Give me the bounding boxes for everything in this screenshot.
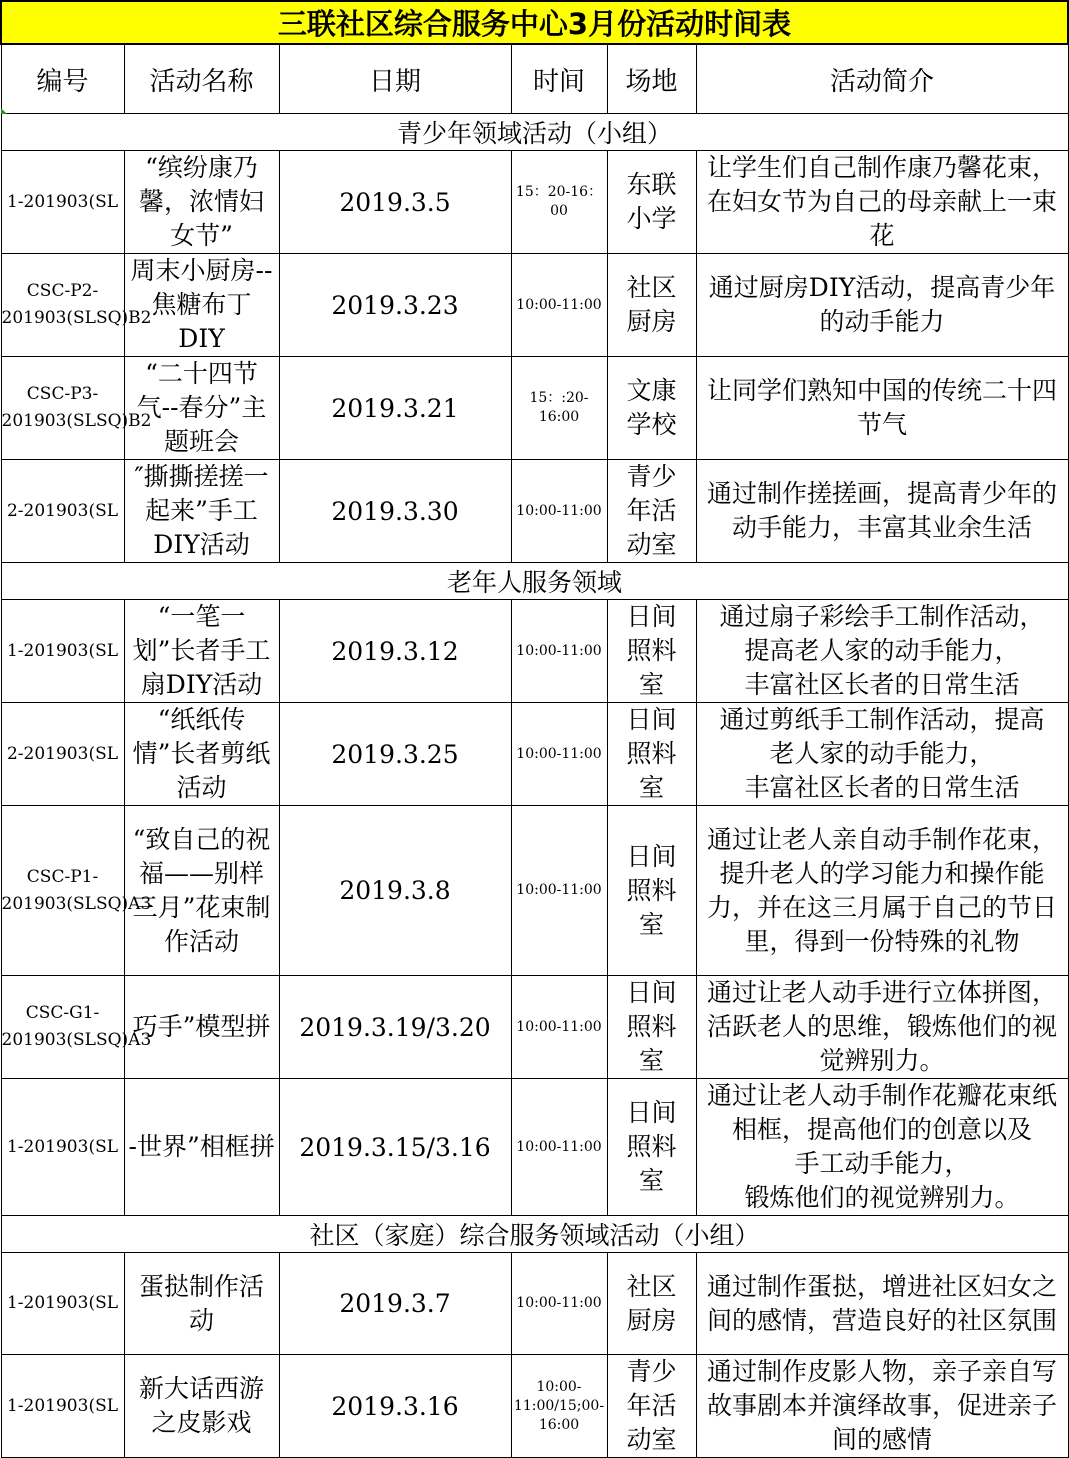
cell-id[interactable]: 1-201903(SL [1,600,124,703]
cell-time[interactable]: 10:00-11:00 [511,703,607,806]
cell-desc[interactable]: 通过制作搓搓画，提高青少年的动手能力，丰富其业余生活 [696,460,1068,563]
section-title-community[interactable]: 社区（家庭）综合服务领域活动（小组） [1,1216,1068,1253]
table-row [1,1253,1068,1355]
cell-comment-marker [1,108,7,114]
cell-desc[interactable]: 通过剪纸手工制作活动，提高 老人家的动手能力， 丰富社区长者的日常生活 [696,703,1068,806]
cell-name[interactable]: 周末小厨房--焦糖布丁DIY [124,254,279,357]
cell-desc[interactable]: 通过厨房DIY活动，提高青少年的动手能力 [696,254,1068,357]
title-row [1,1,1068,44]
cell-id[interactable]: CSC-G1-201903(SLSQ)A3 [1,976,124,1079]
cell-venue[interactable]: 日间照料室 [607,806,696,976]
cell-id[interactable]: 1-201903(SL [1,1079,124,1216]
cell-time[interactable]: 10:00-11:00 [511,976,607,1079]
cell-venue[interactable]: 社区厨房 [607,1253,696,1355]
cell-id[interactable]: 2-201903(SL [1,703,124,806]
cell-date[interactable]: 2019.3.30 [279,460,511,563]
cell-venue[interactable]: 文康学校 [607,357,696,460]
table-row [1,151,1068,254]
table-row [1,357,1068,460]
cell-date[interactable]: 2019.3.5 [279,151,511,254]
cell-venue[interactable]: 社区厨房 [607,254,696,357]
cell-time[interactable]: 10:00-11:00 [511,1079,607,1216]
header-name[interactable]: 活动名称 [124,44,279,114]
cell-id[interactable]: 1-201903(SL [1,1253,124,1355]
cell-date[interactable]: 2019.3.25 [279,703,511,806]
cell-desc[interactable]: 通过让老人亲自动手制作花束，提升老人的学习能力和操作能力，并在这三月属于自己的节日里，得到一份特殊的礼物 [696,806,1068,976]
cell-time[interactable]: 10:00-11:00 [511,806,607,976]
cell-desc[interactable]: 让同学们熟知中国的传统二十四节气 [696,357,1068,460]
table-row [1,703,1068,806]
table-row [1,1079,1068,1216]
header-desc[interactable]: 活动简介 [696,44,1068,114]
cell-name[interactable]: “致自己的祝福——别样三月”花束制作活动 [124,806,279,976]
cell-venue[interactable]: 青少年活动室 [607,460,696,563]
cell-desc[interactable]: 让学生们自己制作康乃馨花束，在妇女节为自己的母亲献上一束花 [696,151,1068,254]
cell-time[interactable]: 15：20-16：00 [511,151,607,254]
cell-name[interactable]: ″撕撕搓搓一起来”手工DIY活动 [124,460,279,563]
cell-name[interactable]: “缤纷康乃馨，浓情妇女节” [124,151,279,254]
header-id[interactable]: 编号 [1,44,124,114]
cell-date[interactable]: 2019.3.21 [279,357,511,460]
cell-venue[interactable]: 青少年活动室 [607,1355,696,1458]
table-row [1,600,1068,703]
cell-desc[interactable]: 通过制作蛋挞，增进社区妇女之间的感情，营造良好的社区氛围 [696,1253,1068,1355]
cell-time[interactable]: 10:00-11:00 [511,460,607,563]
cell-name[interactable]: 蛋挞制作活动 [124,1253,279,1355]
cell-time[interactable]: 10:00-11:00/15;00-16:00 [511,1355,607,1458]
header-time[interactable]: 时间 [511,44,607,114]
cell-date[interactable]: 2019.3.7 [279,1253,511,1355]
cell-name[interactable]: “一笔一划”长者手工扇DIY活动 [124,600,279,703]
cell-venue[interactable]: 东联小学 [607,151,696,254]
cell-date[interactable]: 2019.3.8 [279,806,511,976]
cell-venue[interactable]: 日间照料室 [607,976,696,1079]
table-row [1,254,1068,357]
cell-time[interactable]: 10:00-11:00 [511,254,607,357]
cell-name[interactable]: 巧手”模型拼 [124,976,279,1079]
cell-venue[interactable]: 日间照料室 [607,703,696,806]
cell-date[interactable]: 2019.3.23 [279,254,511,357]
cell-date[interactable]: 2019.3.16 [279,1355,511,1458]
section-title-elderly[interactable]: 老年人服务领域 [1,563,1068,600]
cell-name[interactable]: -世界”相框拼 [124,1079,279,1216]
cell-id[interactable]: 2-201903(SL [1,460,124,563]
cell-venue[interactable]: 日间照料室 [607,600,696,703]
header-venue[interactable]: 场地 [607,44,696,114]
sheet-title[interactable]: 三联社区综合服务中心3月份活动时间表 [1,1,1068,44]
section-row-elderly [1,563,1068,600]
section-row-community [1,1216,1068,1253]
section-row-youth [1,114,1068,151]
cell-desc[interactable]: 通过扇子彩绘手工制作活动， 提高老人家的动手能力， 丰富社区长者的日常生活 [696,600,1068,703]
cell-name[interactable]: “纸纸传情”长者剪纸活动 [124,703,279,806]
table-row [1,976,1068,1079]
table-row [1,1355,1068,1458]
cell-time[interactable]: 10:00-11:00 [511,600,607,703]
cell-desc[interactable]: 通过让老人动手制作花瓣花束纸相框，提高他们的创意以及 手工动手能力， 锻炼他们的视觉辨别力。 [696,1079,1068,1216]
cell-id[interactable]: 1-201903(SL [1,1355,124,1458]
header-date[interactable]: 日期 [279,44,511,114]
cell-date[interactable]: 2019.3.19/3.20 [279,976,511,1079]
table-row [1,460,1068,563]
cell-name[interactable]: 新大话西游之皮影戏 [124,1355,279,1458]
cell-desc[interactable]: 通过让老人动手进行立体拼图，活跃老人的思维，锻炼他们的视觉辨别力。 [696,976,1068,1079]
cell-desc[interactable]: 通过制作皮影人物，亲子亲自写故事剧本并演绎故事，促进亲子间的感情 [696,1355,1068,1458]
cell-id[interactable]: CSC-P1-201903(SLSQ)A3 [1,806,124,976]
header-row [1,44,1068,114]
section-title-youth[interactable]: 青少年领域活动（小组） [1,114,1068,151]
cell-name[interactable]: “二十四节气--春分”主题班会 [124,357,279,460]
cell-date[interactable]: 2019.3.12 [279,600,511,703]
cell-time[interactable]: 10:00-11:00 [511,1253,607,1355]
cell-id[interactable]: CSC-P3-201903(SLSQ)B2 [1,357,124,460]
cell-time[interactable]: 15：:20-16:00 [511,357,607,460]
table-row [1,806,1068,976]
cell-venue[interactable]: 日间照料室 [607,1079,696,1216]
cell-id[interactable]: CSC-P2-201903(SLSQ)B2 [1,254,124,357]
cell-date[interactable]: 2019.3.15/3.16 [279,1079,511,1216]
cell-id[interactable]: 1-201903(SL [1,151,124,254]
